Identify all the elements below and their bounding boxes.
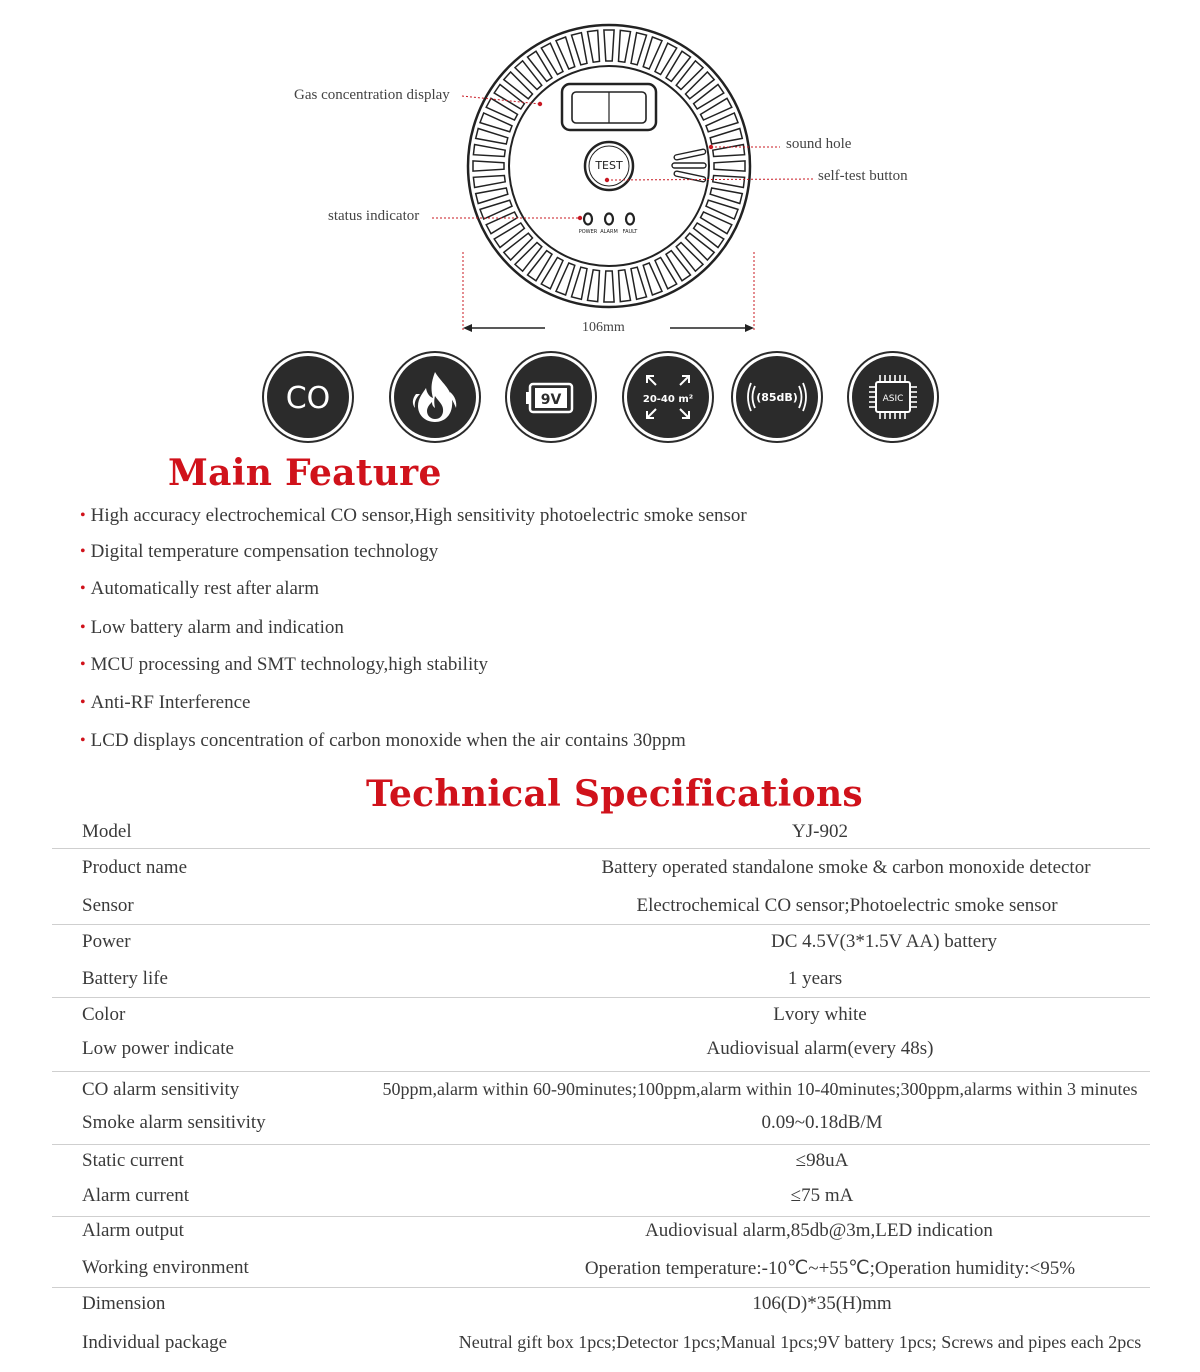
spec-label: Product name — [82, 857, 188, 878]
spec-label: Dimension — [82, 1293, 166, 1314]
vent-slot — [473, 161, 504, 171]
spec-value: Lvory white — [773, 1004, 867, 1025]
vent-slot — [686, 72, 715, 99]
vent-slot — [631, 267, 647, 299]
spec-value: ≤75 mA — [790, 1185, 854, 1206]
feature-item — [80, 654, 488, 676]
led-label-power: POWER — [578, 229, 598, 235]
vent-slot — [556, 263, 575, 295]
spec-label: Smoke alarm sensitivity — [82, 1112, 266, 1133]
bullet-icon: • — [80, 732, 86, 749]
vent-slot — [504, 233, 533, 260]
asic-chip-icon-text: ASIC — [882, 394, 904, 404]
feature-item — [80, 692, 250, 714]
vent-slot — [686, 233, 715, 260]
feature-text: Anti-RF Interference — [90, 692, 251, 713]
bullet-icon: • — [80, 619, 86, 636]
bullet-icon: • — [80, 507, 86, 524]
feature-item — [80, 730, 686, 752]
vent-slot — [643, 263, 662, 295]
spec-value: YJ-902 — [792, 821, 848, 842]
feature-item — [80, 541, 438, 563]
vent-slot — [494, 85, 524, 110]
vent-slot — [528, 51, 553, 81]
spec-label: CO alarm sensitivity — [82, 1079, 240, 1100]
sound-85db-icon-text: (85dB) — [756, 391, 798, 404]
vent-slot — [666, 251, 691, 281]
vent-slot — [588, 30, 600, 62]
vent-slot — [588, 270, 600, 302]
spec-value: 50ppm,alarm within 60-90minutes;100ppm,alarm within 10-40minutes;300ppm,alarms within 3 minutes — [382, 1079, 1138, 1099]
vent-slot — [604, 30, 614, 61]
co-icon-text: CO — [285, 381, 331, 416]
spec-value: 1 years — [787, 968, 843, 989]
feature-text: Low battery alarm and indication — [90, 617, 344, 638]
vent-slot — [494, 223, 524, 248]
vent-slot — [710, 188, 742, 204]
vent-slot — [676, 61, 703, 90]
coverage-area-icon — [627, 356, 709, 438]
vent-slot — [694, 223, 724, 248]
feature-item — [80, 505, 747, 527]
co-icon — [267, 356, 349, 438]
spec-label: Individual package — [82, 1332, 228, 1353]
spec-label: Working environment — [82, 1257, 249, 1278]
gas-display-callout: Gas concentration display — [294, 87, 450, 103]
tech-specs-title: Technical Specifications — [366, 773, 863, 815]
vent-slot — [476, 188, 508, 204]
vent-slot — [604, 271, 614, 302]
vent-slot — [631, 33, 647, 65]
main-feature-title: Main Feature — [168, 452, 442, 494]
detector-illustration — [0, 0, 1200, 350]
vent-slot — [694, 85, 724, 110]
feature-text: High accuracy electrochemical CO sensor,High sensitivity photoelectric smoke sensor — [90, 505, 747, 526]
spec-value: 106(D)*35(H)mm — [752, 1293, 892, 1314]
vent-slot — [706, 113, 738, 132]
spec-value: ≤98uA — [795, 1150, 849, 1171]
bullet-icon: • — [80, 580, 86, 597]
vent-slot — [572, 33, 588, 65]
vent-slot — [473, 145, 505, 157]
battery-icon-text: 9V — [540, 392, 562, 408]
spec-value: 0.09~0.18dB/M — [761, 1112, 883, 1133]
sound-hole-callout: sound hole — [786, 136, 852, 152]
spec-label: Static current — [82, 1150, 184, 1171]
vent-slot — [528, 251, 553, 281]
vent-slot — [572, 267, 588, 299]
coverage-area-icon-text: 20-40 m² — [642, 394, 694, 405]
dimension-label: 106mm — [582, 320, 625, 335]
vent-slot — [473, 176, 505, 188]
vent-slot — [713, 176, 745, 188]
spec-label: Alarm output — [82, 1220, 184, 1241]
status-indicator-callout: status indicator — [328, 208, 420, 224]
feature-text: LCD displays concentration of carbon monoxide when the air contains 30ppm — [90, 730, 686, 751]
self-test-callout: self-test button — [818, 168, 908, 184]
product-diagram — [0, 0, 1200, 350]
vent-slot — [706, 200, 738, 219]
feature-text: Automatically rest after alarm — [90, 578, 320, 599]
vent-slot — [504, 72, 533, 99]
row-divider — [52, 848, 1150, 849]
test-button-label: TEST — [595, 159, 623, 172]
bullet-icon: • — [80, 694, 86, 711]
bullet-icon: • — [80, 543, 86, 560]
vent-slot — [515, 243, 542, 272]
vent-slot — [480, 113, 512, 132]
spec-label: Power — [82, 931, 131, 952]
spec-value: Audiovisual alarm,85db@3m,LED indication — [645, 1220, 993, 1241]
spec-label: Low power indicate — [82, 1038, 234, 1059]
spec-label: Alarm current — [82, 1185, 190, 1206]
spec-value: Neutral gift box 1pcs;Detector 1pcs;Manual 1pcs;9V battery 1pcs; Screws and pipes each 2pcs — [458, 1332, 1142, 1352]
vent-slot — [676, 243, 703, 272]
battery-icon — [510, 356, 592, 438]
flame-icon — [394, 356, 476, 438]
vent-slot — [619, 270, 631, 302]
spec-value: Audiovisual alarm(every 48s) — [706, 1038, 934, 1059]
vent-slot — [515, 61, 542, 90]
led-label-fault: FAULT — [622, 229, 638, 235]
row-divider — [52, 1144, 1150, 1145]
asic-chip-icon — [852, 356, 934, 438]
sound-85db-icon — [736, 356, 818, 438]
vent-slot — [666, 51, 691, 81]
spec-value: Battery operated standalone smoke & carbon monoxide detector — [601, 857, 1091, 878]
spec-label: Model — [82, 821, 132, 842]
led-label-alarm: ALARM — [600, 229, 618, 235]
row-divider — [52, 924, 1150, 925]
feature-item — [80, 578, 319, 600]
vent-slot — [619, 30, 631, 62]
vent-slot — [714, 161, 745, 171]
spec-value: DC 4.5V(3*1.5V AA) battery — [770, 931, 998, 952]
spec-label: Battery life — [82, 968, 168, 989]
spec-value: Operation temperature:-10℃~+55℃;Operation humidity:<95% — [584, 1258, 1076, 1279]
vent-slot — [710, 129, 742, 145]
spec-label: Color — [82, 1004, 126, 1025]
vent-slot — [476, 129, 508, 145]
feature-item — [80, 617, 344, 639]
row-divider — [52, 1287, 1150, 1288]
row-divider — [52, 1216, 1150, 1217]
spec-value: Electrochemical CO sensor;Photoelectric smoke sensor — [636, 895, 1058, 916]
vent-slot — [643, 37, 662, 69]
row-divider — [52, 1071, 1150, 1072]
bullet-icon: • — [80, 656, 86, 673]
vent-slot — [556, 37, 575, 69]
feature-text: MCU processing and SMT technology,high stability — [90, 654, 489, 675]
vent-slot — [713, 145, 745, 157]
feature-text: Digital temperature compensation technology — [90, 541, 439, 562]
spec-label: Sensor — [82, 895, 134, 916]
row-divider — [52, 997, 1150, 998]
vent-slot — [480, 200, 512, 219]
